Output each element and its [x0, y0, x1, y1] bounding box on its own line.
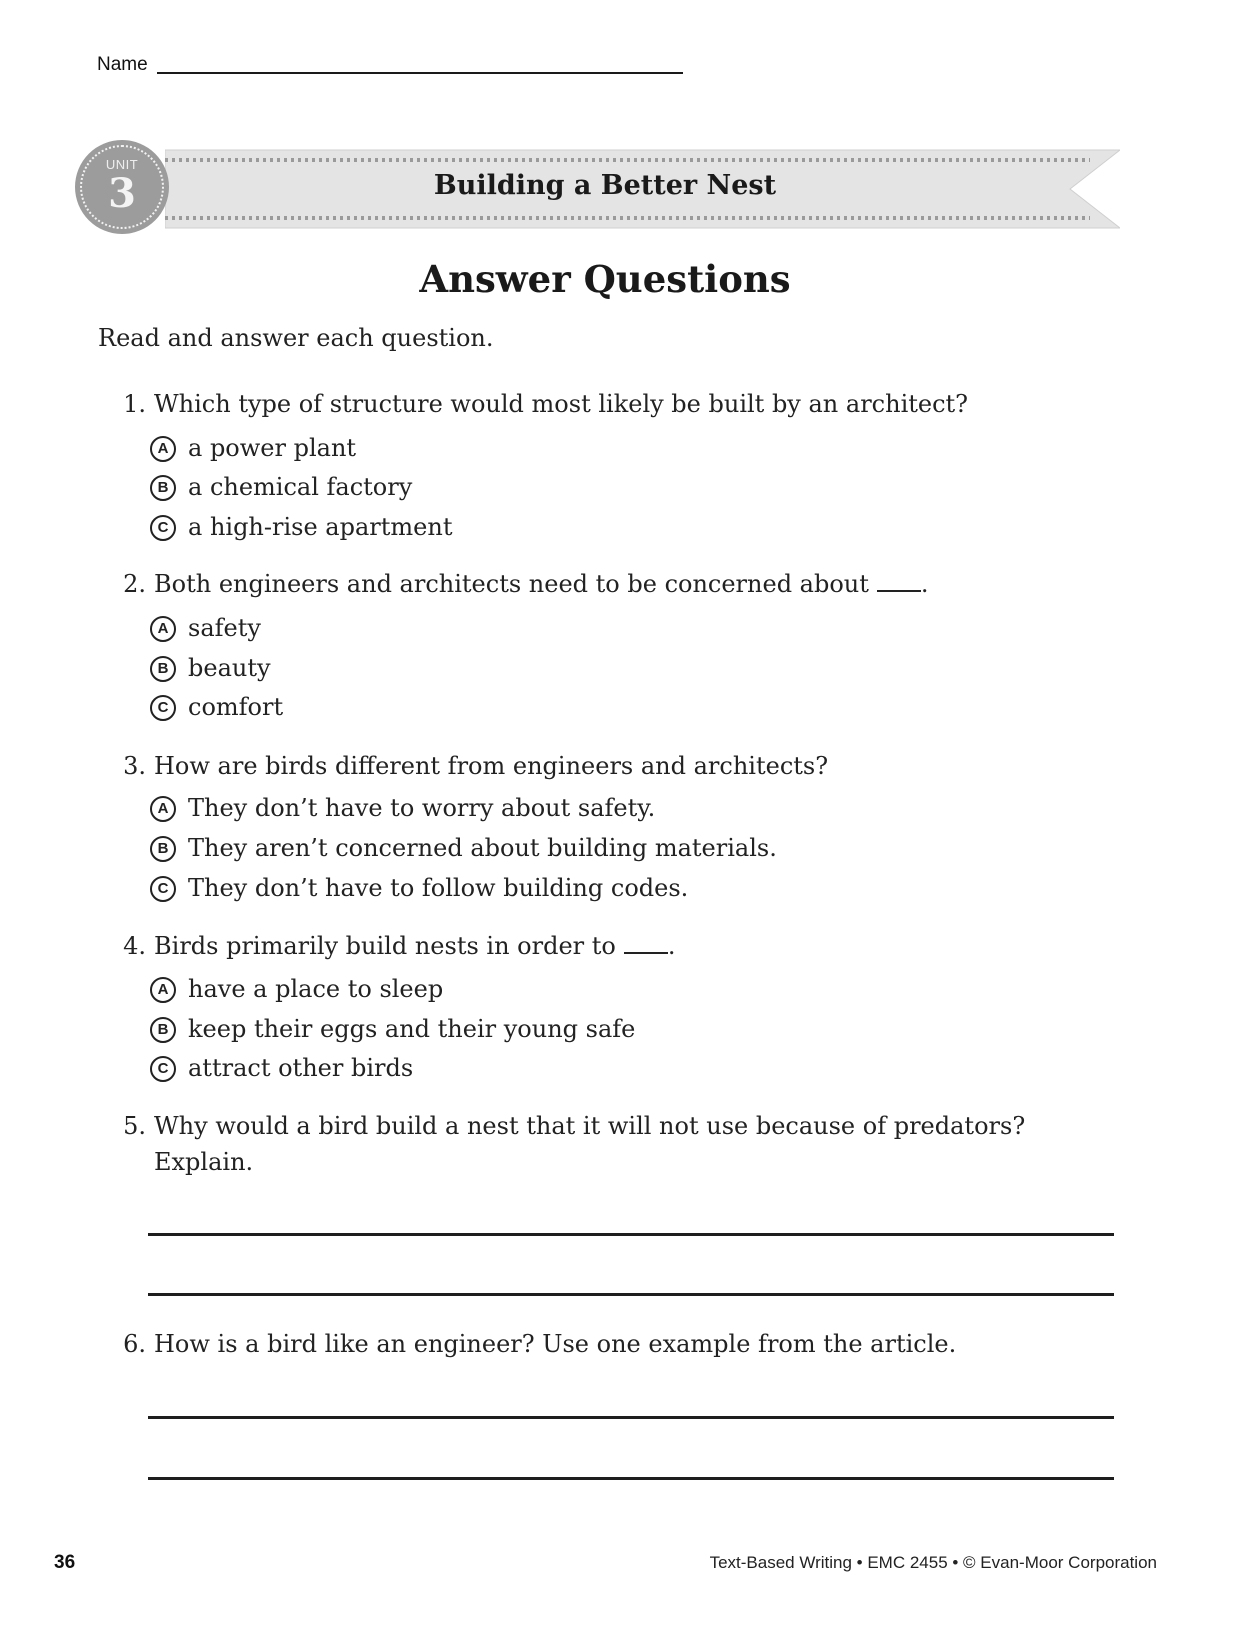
option-2a[interactable]: [150, 614, 261, 642]
option-text: a high-rise apartment: [188, 513, 453, 541]
option-text: safety: [188, 614, 261, 642]
answer-line-5a[interactable]: [148, 1233, 1114, 1236]
bubble-c-icon[interactable]: C: [150, 695, 176, 721]
option-text: beauty: [188, 654, 271, 682]
question-number: 6.: [123, 1330, 146, 1358]
answer-line-5b[interactable]: [148, 1293, 1114, 1296]
answer-line-6a[interactable]: [148, 1416, 1114, 1419]
unit-label: UNIT: [105, 157, 139, 172]
bubble-a-icon[interactable]: A: [150, 616, 176, 642]
question-number: 3.: [123, 752, 146, 780]
bubble-c-icon[interactable]: C: [150, 876, 176, 902]
unit-number: 3: [108, 170, 136, 217]
bubble-a-icon[interactable]: A: [150, 796, 176, 822]
option-text: They aren’t concerned about building materials.: [188, 834, 777, 862]
option-1a[interactable]: [150, 434, 356, 462]
bubble-a-icon[interactable]: A: [150, 436, 176, 462]
question-suffix: .: [667, 932, 676, 960]
unit-title: Building a Better Nest: [433, 170, 777, 201]
option-2b[interactable]: [150, 654, 271, 682]
name-label: Name: [97, 54, 148, 75]
option-text: have a place to sleep: [188, 975, 444, 1003]
option-text: a power plant: [188, 434, 357, 462]
question-text: Both engineers and architects need to be concerned about: [154, 570, 869, 598]
option-4c[interactable]: [150, 1054, 413, 1082]
question-number: 1.: [123, 390, 146, 418]
option-text: attract other birds: [188, 1054, 414, 1082]
bubble-b-icon[interactable]: B: [150, 1017, 176, 1043]
question-text: Why would a bird build a nest that it will not use because of predators?: [154, 1112, 1026, 1140]
footer-credit: Text-Based Writing • EMC 2455 • © Evan-Moor Corporation: [709, 1553, 1157, 1572]
question-text: How are birds different from engineers and architects?: [154, 752, 829, 780]
question-text: Birds primarily build nests in order to: [154, 932, 616, 960]
page-title: Answer Questions: [419, 257, 791, 301]
option-3c[interactable]: [150, 874, 688, 902]
question-number: 2.: [123, 570, 146, 598]
bubble-c-icon[interactable]: C: [150, 515, 176, 541]
page-number: 36: [54, 1552, 76, 1573]
fill-in-blank: [624, 934, 668, 954]
option-text: a chemical factory: [188, 473, 413, 501]
option-1b[interactable]: [150, 473, 412, 501]
unit-banner: [165, 148, 1120, 230]
option-text: They don’t have to worry about safety.: [188, 794, 656, 822]
option-4b[interactable]: [150, 1015, 635, 1043]
option-2c[interactable]: [150, 693, 283, 721]
bubble-b-icon[interactable]: B: [150, 475, 176, 501]
bubble-a-icon[interactable]: A: [150, 977, 176, 1003]
option-3a[interactable]: [150, 794, 655, 822]
unit-badge: [75, 140, 169, 234]
question-number: 5.: [123, 1112, 146, 1140]
question-number: 4.: [123, 932, 146, 960]
option-text: comfort: [188, 693, 284, 721]
option-text: They don’t have to follow building codes.: [188, 874, 689, 902]
bubble-c-icon[interactable]: C: [150, 1056, 176, 1082]
answer-line-6b[interactable]: [148, 1477, 1114, 1480]
option-4a[interactable]: [150, 975, 443, 1003]
option-3b[interactable]: [150, 834, 777, 862]
bubble-b-icon[interactable]: B: [150, 656, 176, 682]
instructions: Read and answer each question.: [98, 324, 494, 352]
question-text: Which type of structure would most likely be built by an architect?: [154, 390, 969, 418]
question-text-wrap: [154, 570, 929, 598]
question-text: How is a bird like an engineer? Use one example from the article.: [154, 1330, 957, 1358]
bubble-b-icon[interactable]: B: [150, 836, 176, 862]
name-input-line[interactable]: [157, 72, 683, 74]
fill-in-blank: [877, 572, 921, 592]
question-text-wrap: [154, 932, 676, 960]
option-text: keep their eggs and their young safe: [188, 1015, 636, 1043]
question-suffix: .: [920, 570, 929, 598]
option-1c[interactable]: [150, 513, 452, 541]
question-5-line2: Explain.: [154, 1148, 254, 1176]
